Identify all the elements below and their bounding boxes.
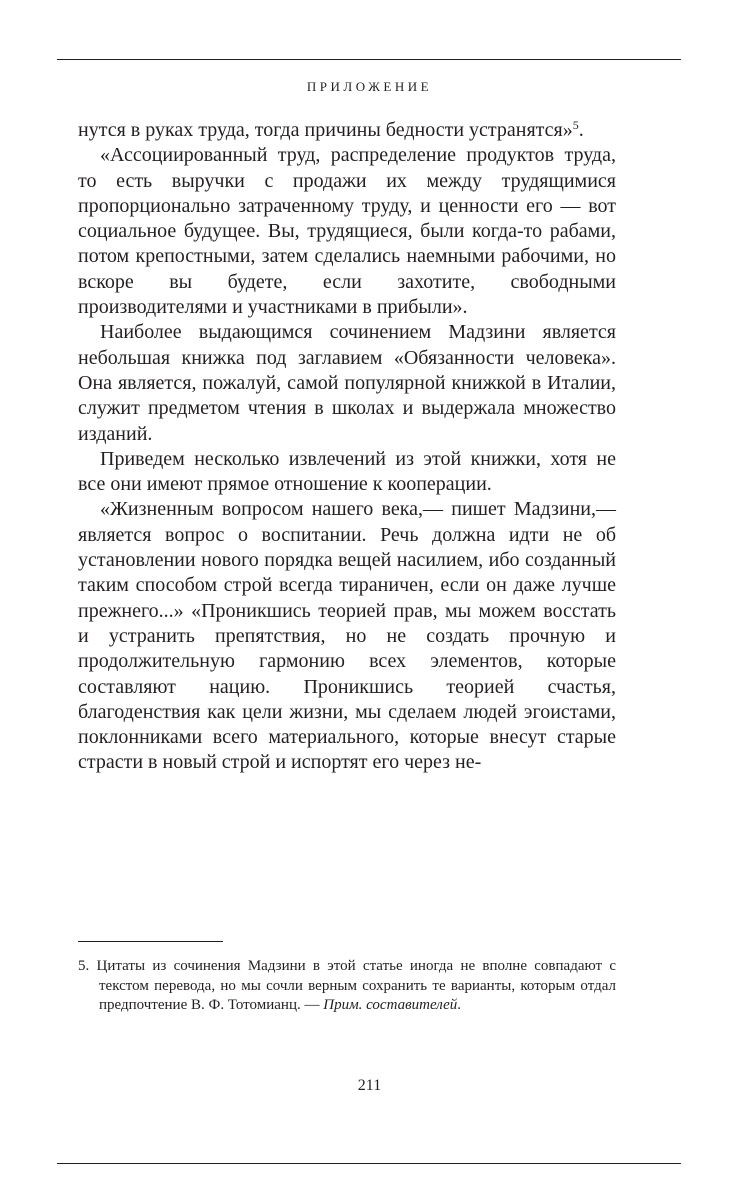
footer-rule: [57, 1163, 681, 1164]
paragraph-1-text: нутся в руках труда, тогда причины бедности устранятся»: [78, 119, 573, 141]
body-text: [78, 118, 616, 776]
footnote-end: .: [457, 997, 462, 1013]
running-head: ПРИЛОЖЕНИЕ: [306, 79, 433, 94]
paragraph-1: [78, 118, 616, 143]
paragraph-5: «Жизненным вопросом нашего века,— пишет Мадзини,— является вопрос о воспитании. Речь должна идти не об установлении нового порядка вещей насилием, ибо созданный таким способом строй всегда тираничен, если он даже лучше прежнего...» «Проникшись теорией прав, мы можем восстать и устранить препятствия, но не создать прочную и продолжительную гармонию всех элементов, которые составляют нацию. Проникшись теорией счастья, благоденствия как цели жизни, мы сделаем людей эгоистами, поклонниками всего материального, которые внесут старые страсти в новый строй и испортят его через не-: [78, 498, 616, 774]
paragraph-4: Приведем несколько извлечений из этой книжки, хотя не все они имеют прямое отношение к кооперации.: [78, 447, 616, 496]
footnote-body: [78, 957, 616, 1016]
footnote-italic: Прим. составителей: [323, 997, 458, 1013]
footnote-ref[interactable]: 5: [572, 118, 579, 132]
footnote-number: 5.: [78, 958, 90, 974]
paragraph-2: «Ассоциированный труд, распределение продуктов труда, то есть выручки с продажи их между трудящимися пропорционально затраченному труду, и ценности его — вот социальное будущее. Вы, трудящиеся, были когда-то рабами, потом крепостными, затем сделались наемными рабочими, но вскоре вы будете, если захотите, свободными производителями и участниками в прибыли».: [78, 144, 616, 319]
footnote-text: Цитаты из сочинения Мадзини в этой статье иногда не вполне совпадают с текстом перевода, но мы сочли верным сохранить те варианты, которым отдал предпочтение В. Ф. Тотомианц. —: [96, 958, 616, 1013]
paragraph-1-tail: .: [578, 119, 584, 141]
footnote-rule: [78, 941, 223, 942]
page-number: 211: [357, 1077, 382, 1094]
footnote: [78, 957, 616, 1016]
paragraph-3: Наиболее выдающимся сочинением Мадзини является небольшая книжка под заглавием «Обязанности человека». Она является, пожалуй, самой популярной книжкой в Италии, служит предметом чтения в школах и выдержала множество изданий.: [78, 321, 616, 445]
header-rule: [57, 59, 681, 60]
